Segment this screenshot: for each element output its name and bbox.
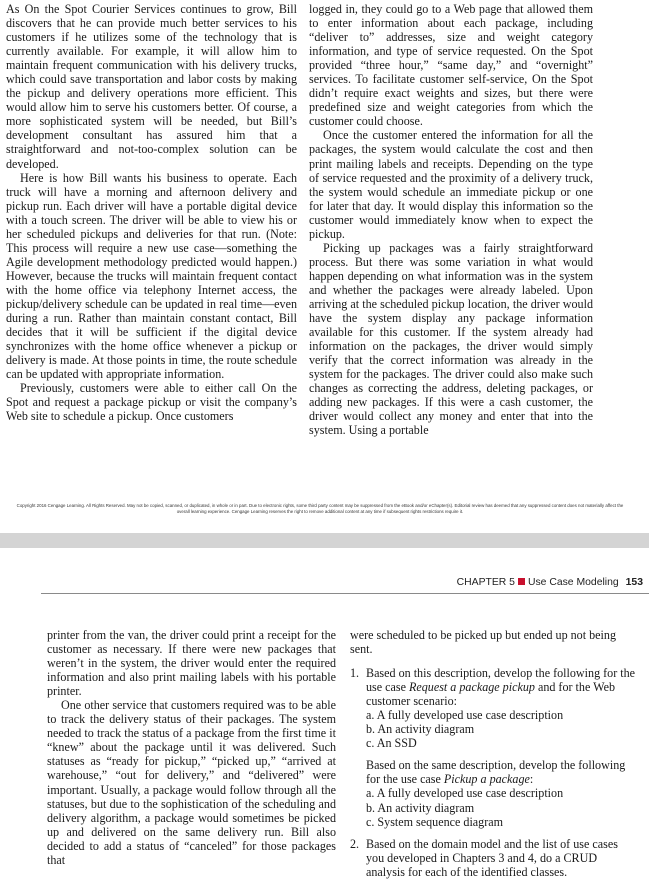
text-segment: and for the Web customer scenario: — [366, 680, 615, 709]
page-number: 153 — [625, 577, 643, 588]
use-case-name: Request a package pickup — [408, 680, 535, 695]
text-segment: : — [529, 772, 534, 787]
list-item: c. System sequence diagram — [366, 814, 504, 829]
upper-left-column — [6, 2, 297, 423]
sub-list — [366, 708, 636, 750]
list-item: a. A fully developed use case description — [366, 786, 564, 801]
header-rule — [41, 593, 649, 594]
paragraph: Previously, customers were able to either call On the Spot and request a package pickup or visit the company’s Web site to schedule a pickup. Once customers — [6, 381, 297, 424]
copyright-notice: Copyright 2016 Cengage Learning. All Rights Reserved. May not be copied, scanned, or duplicated, in whole or in part. Due to electronic rights, some third party content may be suppressed from the eBook and/or eChapter(s). Editorial review has deemed that any suppressed content does not materially affect the overall learning experience. Cengage Learning reserves the right to remove additional content at any time if subsequent rights restrictions require it. — [16, 503, 624, 514]
paragraph: Here is how Bill wants his business to operate. Each truck will have a morning and afternoon delivery and pickup run. Each driver will have a portable digital device with a touch screen. The driver will be able to view his or her scheduled pickups and deliveries for that run. (Note: This process will require a new use case—something the Agile development methodology predicted would happen.) However, because the trucks will maintain frequent contact with the home office via telephony Internet access, the pickup/delivery schedule can be updated in real time—even during a run. Rather than maintain constant contact, Bill decides that it will be sufficient if the digital device synchronizes with the home office whenever a pickup or delivery is made. At those points in time, the route schedule can be updated with appropriate information. — [6, 170, 297, 382]
upper-right-column — [309, 2, 593, 437]
list-item: b. An activity diagram — [366, 722, 475, 737]
chapter-title: Use Case Modeling — [527, 577, 619, 588]
lower-right-column — [350, 628, 636, 879]
paragraph: printer from the van, the driver could print a receipt for the customer as necessary. If there were new packages that weren’t in the system, the driver would enter the required information and also print mailing labels with his portable printer. — [47, 628, 336, 699]
exercise-text — [366, 666, 636, 708]
exercise-text — [366, 758, 636, 786]
sub-list — [366, 786, 636, 828]
text-segment: Based on this description, develop the following for the use case — [366, 666, 636, 695]
exercise-2 — [350, 837, 636, 879]
paragraph: were scheduled to be picked up but ended up not being sent. — [350, 628, 616, 657]
paragraph: One other service that customers required was to be able to track the delivery status of their packages. The system needed to track the status of a package from the first time it “knew” about the package until it was delivered. Such statuses as “ready for pickup,” “picked up,” “arrived at warehouse,” “out for delivery,” and “delivered” were important. Usually, a package would follow through all the statuses, but due to the sophistication of the scheduling and delivery algorithm, a package would sometimes be picked up and delivered on the same delivery run. Bill also decided to add a status of “canceled” for those packages that — [47, 698, 336, 867]
red-square-icon — [518, 578, 525, 585]
paragraph: As On the Spot Courier Services continues to grow, Bill discovers that he can provide much better services to his customers if he utilizes some of the technology that is currently available. For example, it will allow him to maintain frequent communication with his delivery trucks, which could save transportation and labor costs by making the pickup and delivery operations more efficient. This would allow him to serve his customers better. Of course, a more sophisticated system will be needed, but Bill’s development consultant has assured him that a straightforward and not-too-complex solution can be developed. — [6, 2, 297, 171]
paragraph: Picking up packages was a fairly straightforward process. But there was some variation in what would happen depending on what information was in the system and whether the packages were already labeled. Upon arriving at the scheduled pickup location, the driver would have the system display any package information available for this customer. If the system already had information on the packages, the driver would simply verify that the correct information was already in the system for the packages. The driver could also make such changes as correcting the address, deleting packages, or adding new packages. If this were a cash customer, the driver would collect any money and enter that into the system. Using a portable — [309, 240, 593, 438]
exercise-number: 1. — [350, 666, 360, 681]
use-case-name: Pickup a package — [443, 772, 530, 787]
running-header — [457, 577, 643, 588]
text-segment: Based on the same description, develop the following for the use case — [366, 758, 626, 787]
list-item: a. A fully developed use case description — [366, 708, 564, 723]
chapter-label: CHAPTER 5 — [456, 577, 515, 588]
page-separator — [0, 533, 649, 548]
lower-left-column — [47, 628, 336, 867]
exercise-1 — [350, 666, 636, 829]
list-item: c. An SSD — [366, 736, 417, 751]
exercise-number: 2. — [350, 836, 360, 851]
paragraph: logged in, they could go to a Web page that allowed them to enter information about each package, including “deliver to” addresses, size and weight category information, and type of service requested. On the Spot provided “three hour,” “same day,” and “overnight” services. To facilitate customer self-service, On the Spot didn’t require exact weights and sizes, but there were predefined size and weight categories from which the customer could choose. — [309, 2, 593, 129]
paragraph: Once the customer entered the information for all the packages, the system would calculate the cost and then print mailing labels and receipts. Depending on the type of service requested and the proximity of a delivery truck, the system would schedule an immediate pickup or one for later that day. It would display this information so the customer would immediately know when to expect the pickup. — [309, 128, 593, 241]
list-item: b. An activity diagram — [366, 800, 475, 815]
exercise-text: Based on the domain model and the list of use cases you developed in Chapters 3 and 4, do a CRUD analysis for each of the identified classes. — [366, 836, 618, 879]
